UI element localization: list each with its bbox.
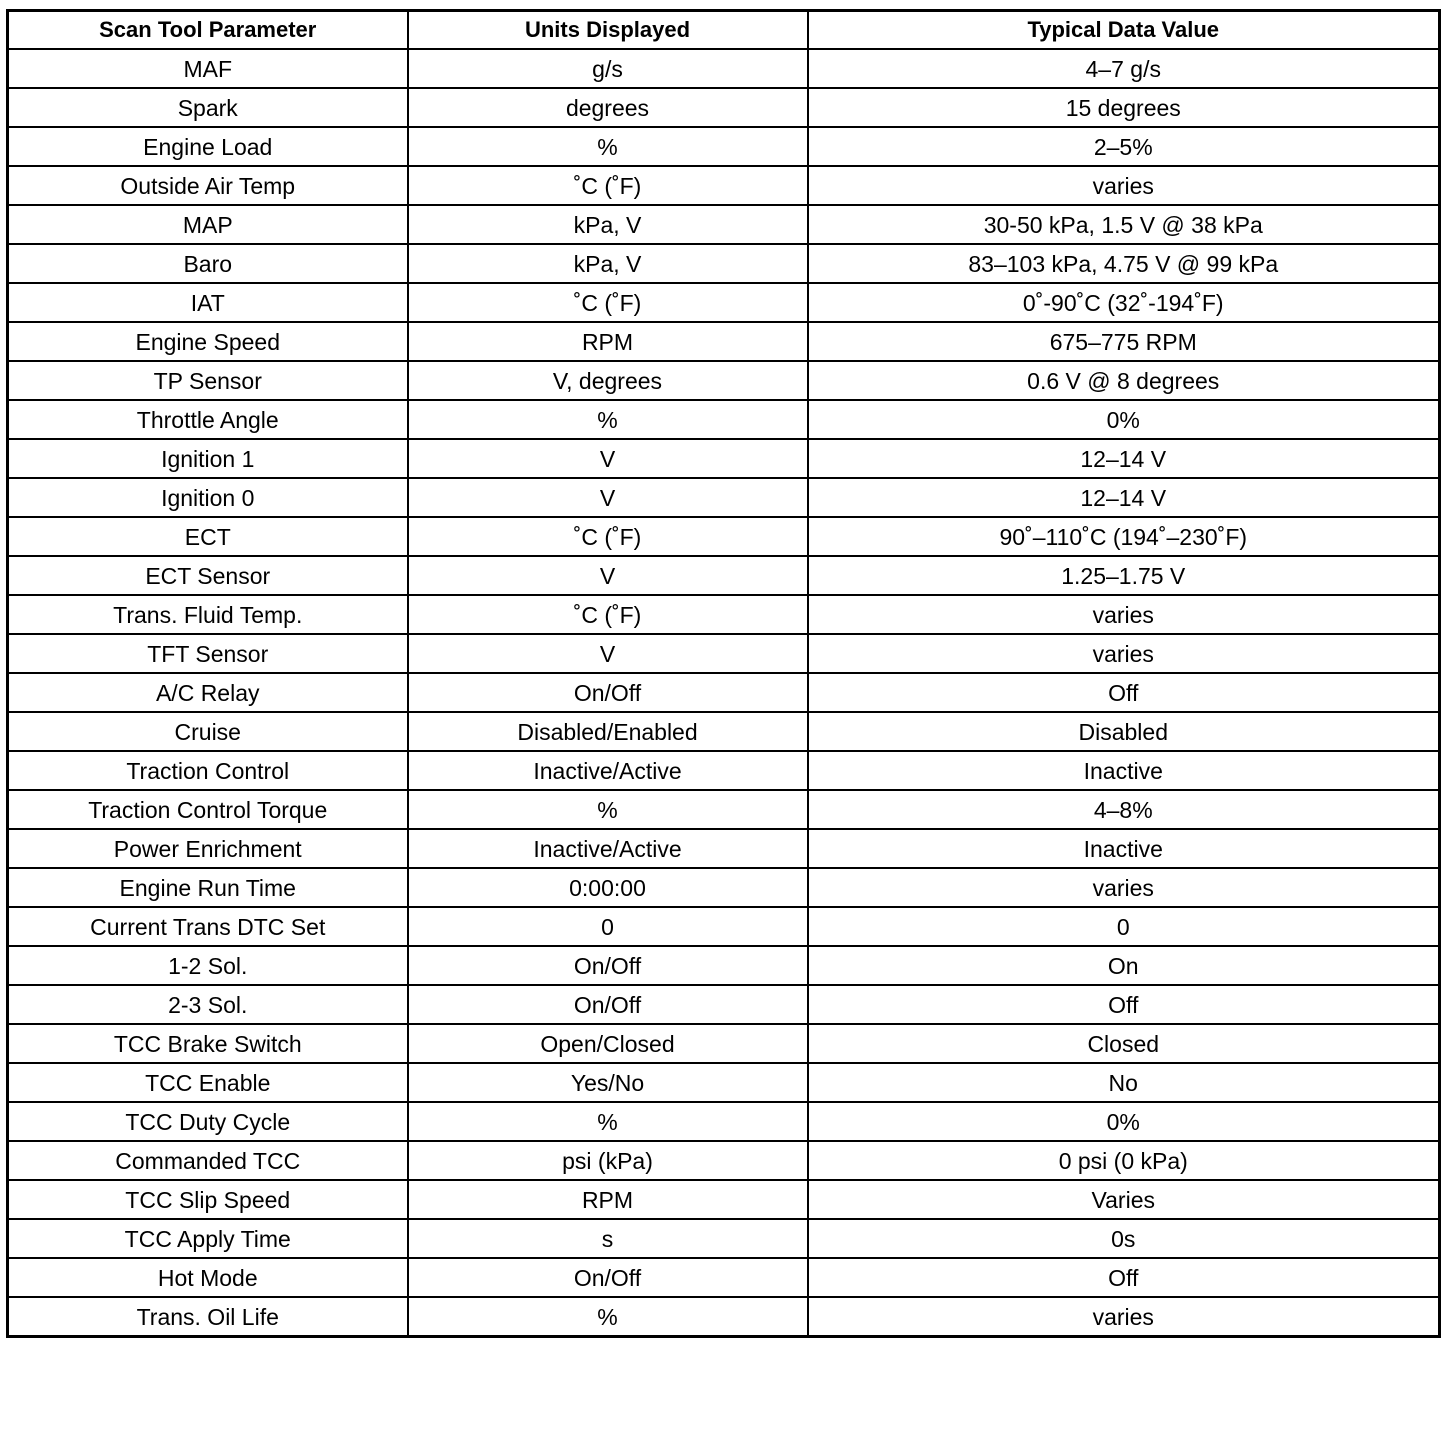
units-cell: RPM <box>408 1180 808 1219</box>
units-cell: % <box>408 1102 808 1141</box>
table-row <box>8 244 1440 283</box>
typical-value-cell: 0.6 V @ 8 degrees <box>808 361 1440 400</box>
table-row <box>8 751 1440 790</box>
typical-value-cell: 2–5% <box>808 127 1440 166</box>
typical-value-cell: On <box>808 946 1440 985</box>
parameter-cell: Engine Load <box>8 127 408 166</box>
units-cell: V <box>408 439 808 478</box>
parameter-cell: Outside Air Temp <box>8 166 408 205</box>
typical-value-cell: 1.25–1.75 V <box>808 556 1440 595</box>
parameter-cell: ECT <box>8 517 408 556</box>
typical-value-cell: 12–14 V <box>808 478 1440 517</box>
table-row <box>8 517 1440 556</box>
parameter-cell: 1-2 Sol. <box>8 946 408 985</box>
typical-value-cell: Inactive <box>808 751 1440 790</box>
table-row <box>8 1102 1440 1141</box>
header-row <box>8 11 1440 50</box>
parameter-cell: Spark <box>8 88 408 127</box>
units-cell: % <box>408 790 808 829</box>
typical-value-cell: varies <box>808 634 1440 673</box>
parameter-cell: Ignition 0 <box>8 478 408 517</box>
table-row <box>8 1258 1440 1297</box>
table-row <box>8 868 1440 907</box>
parameter-cell: TCC Apply Time <box>8 1219 408 1258</box>
units-cell: Yes/No <box>408 1063 808 1102</box>
parameter-cell: TCC Duty Cycle <box>8 1102 408 1141</box>
units-cell: Inactive/Active <box>408 829 808 868</box>
parameter-cell: Power Enrichment <box>8 829 408 868</box>
units-cell: % <box>408 400 808 439</box>
parameter-cell: IAT <box>8 283 408 322</box>
units-cell: V <box>408 478 808 517</box>
typical-value-cell: varies <box>808 595 1440 634</box>
typical-value-cell: 0 psi (0 kPa) <box>808 1141 1440 1180</box>
table-row <box>8 439 1440 478</box>
typical-value-cell: Varies <box>808 1180 1440 1219</box>
units-cell: On/Off <box>408 985 808 1024</box>
typical-value-cell: 4–8% <box>808 790 1440 829</box>
header-units-displayed: Units Displayed <box>408 11 808 50</box>
table-row <box>8 595 1440 634</box>
units-cell: ˚C (˚F) <box>408 283 808 322</box>
units-cell: V, degrees <box>408 361 808 400</box>
table-row <box>8 673 1440 712</box>
table-row <box>8 556 1440 595</box>
parameter-cell: MAP <box>8 205 408 244</box>
table-row <box>8 634 1440 673</box>
typical-value-cell: 0 <box>808 907 1440 946</box>
table-body <box>8 49 1440 1337</box>
table-row <box>8 361 1440 400</box>
parameter-cell: Engine Run Time <box>8 868 408 907</box>
table-row <box>8 1141 1440 1180</box>
typical-value-cell: Off <box>808 1258 1440 1297</box>
table-row <box>8 829 1440 868</box>
typical-value-cell: 12–14 V <box>808 439 1440 478</box>
units-cell: s <box>408 1219 808 1258</box>
typical-value-cell: No <box>808 1063 1440 1102</box>
parameter-cell: TCC Enable <box>8 1063 408 1102</box>
units-cell: kPa, V <box>408 205 808 244</box>
units-cell: % <box>408 1297 808 1337</box>
typical-value-cell: 15 degrees <box>808 88 1440 127</box>
table-row <box>8 49 1440 88</box>
table-row <box>8 790 1440 829</box>
scan-tool-data-table <box>6 9 1441 1338</box>
units-cell: V <box>408 556 808 595</box>
header-typical-data-value: Typical Data Value <box>808 11 1440 50</box>
units-cell: kPa, V <box>408 244 808 283</box>
typical-value-cell: 0% <box>808 400 1440 439</box>
parameter-cell: Cruise <box>8 712 408 751</box>
parameter-cell: Traction Control Torque <box>8 790 408 829</box>
typical-value-cell: varies <box>808 868 1440 907</box>
parameter-cell: Trans. Fluid Temp. <box>8 595 408 634</box>
units-cell: V <box>408 634 808 673</box>
table-row <box>8 1297 1440 1337</box>
table-row <box>8 205 1440 244</box>
parameter-cell: ECT Sensor <box>8 556 408 595</box>
typical-value-cell: 83–103 kPa, 4.75 V @ 99 kPa <box>808 244 1440 283</box>
typical-value-cell: 675–775 RPM <box>808 322 1440 361</box>
parameter-cell: TCC Brake Switch <box>8 1024 408 1063</box>
typical-value-cell: Closed <box>808 1024 1440 1063</box>
typical-value-cell: Off <box>808 673 1440 712</box>
header-scan-tool-parameter: Scan Tool Parameter <box>8 11 408 50</box>
typical-value-cell: varies <box>808 1297 1440 1337</box>
units-cell: 0 <box>408 907 808 946</box>
typical-value-cell: 90˚–110˚C (194˚–230˚F) <box>808 517 1440 556</box>
parameter-cell: A/C Relay <box>8 673 408 712</box>
units-cell: Inactive/Active <box>408 751 808 790</box>
typical-value-cell: Inactive <box>808 829 1440 868</box>
parameter-cell: Throttle Angle <box>8 400 408 439</box>
units-cell: On/Off <box>408 1258 808 1297</box>
parameter-cell: TP Sensor <box>8 361 408 400</box>
typical-value-cell: 0s <box>808 1219 1440 1258</box>
units-cell: degrees <box>408 88 808 127</box>
table-row <box>8 1063 1440 1102</box>
parameter-cell: Engine Speed <box>8 322 408 361</box>
typical-value-cell: 4–7 g/s <box>808 49 1440 88</box>
units-cell: On/Off <box>408 673 808 712</box>
table-header <box>8 11 1440 50</box>
parameter-cell: Trans. Oil Life <box>8 1297 408 1337</box>
table-row <box>8 1219 1440 1258</box>
table-row <box>8 946 1440 985</box>
typical-value-cell: Disabled <box>808 712 1440 751</box>
units-cell: Open/Closed <box>408 1024 808 1063</box>
table-row <box>8 166 1440 205</box>
units-cell: ˚C (˚F) <box>408 517 808 556</box>
table-row <box>8 1180 1440 1219</box>
table-row <box>8 478 1440 517</box>
typical-value-cell: varies <box>808 166 1440 205</box>
parameter-cell: Baro <box>8 244 408 283</box>
table-row <box>8 88 1440 127</box>
parameter-cell: Traction Control <box>8 751 408 790</box>
units-cell: On/Off <box>408 946 808 985</box>
table-row <box>8 400 1440 439</box>
units-cell: ˚C (˚F) <box>408 595 808 634</box>
table-row <box>8 985 1440 1024</box>
table-row <box>8 127 1440 166</box>
parameter-cell: TFT Sensor <box>8 634 408 673</box>
parameter-cell: Ignition 1 <box>8 439 408 478</box>
parameter-cell: TCC Slip Speed <box>8 1180 408 1219</box>
table-row <box>8 907 1440 946</box>
typical-value-cell: 30-50 kPa, 1.5 V @ 38 kPa <box>808 205 1440 244</box>
parameter-cell: MAF <box>8 49 408 88</box>
table-row <box>8 322 1440 361</box>
parameter-cell: Hot Mode <box>8 1258 408 1297</box>
units-cell: RPM <box>408 322 808 361</box>
units-cell: 0:00:00 <box>408 868 808 907</box>
units-cell: Disabled/Enabled <box>408 712 808 751</box>
units-cell: ˚C (˚F) <box>408 166 808 205</box>
typical-value-cell: 0% <box>808 1102 1440 1141</box>
table-row <box>8 712 1440 751</box>
parameter-cell: 2-3 Sol. <box>8 985 408 1024</box>
units-cell: psi (kPa) <box>408 1141 808 1180</box>
parameter-cell: Current Trans DTC Set <box>8 907 408 946</box>
typical-value-cell: Off <box>808 985 1440 1024</box>
table-row <box>8 283 1440 322</box>
units-cell: g/s <box>408 49 808 88</box>
typical-value-cell: 0˚-90˚C (32˚-194˚F) <box>808 283 1440 322</box>
units-cell: % <box>408 127 808 166</box>
parameter-cell: Commanded TCC <box>8 1141 408 1180</box>
table-row <box>8 1024 1440 1063</box>
